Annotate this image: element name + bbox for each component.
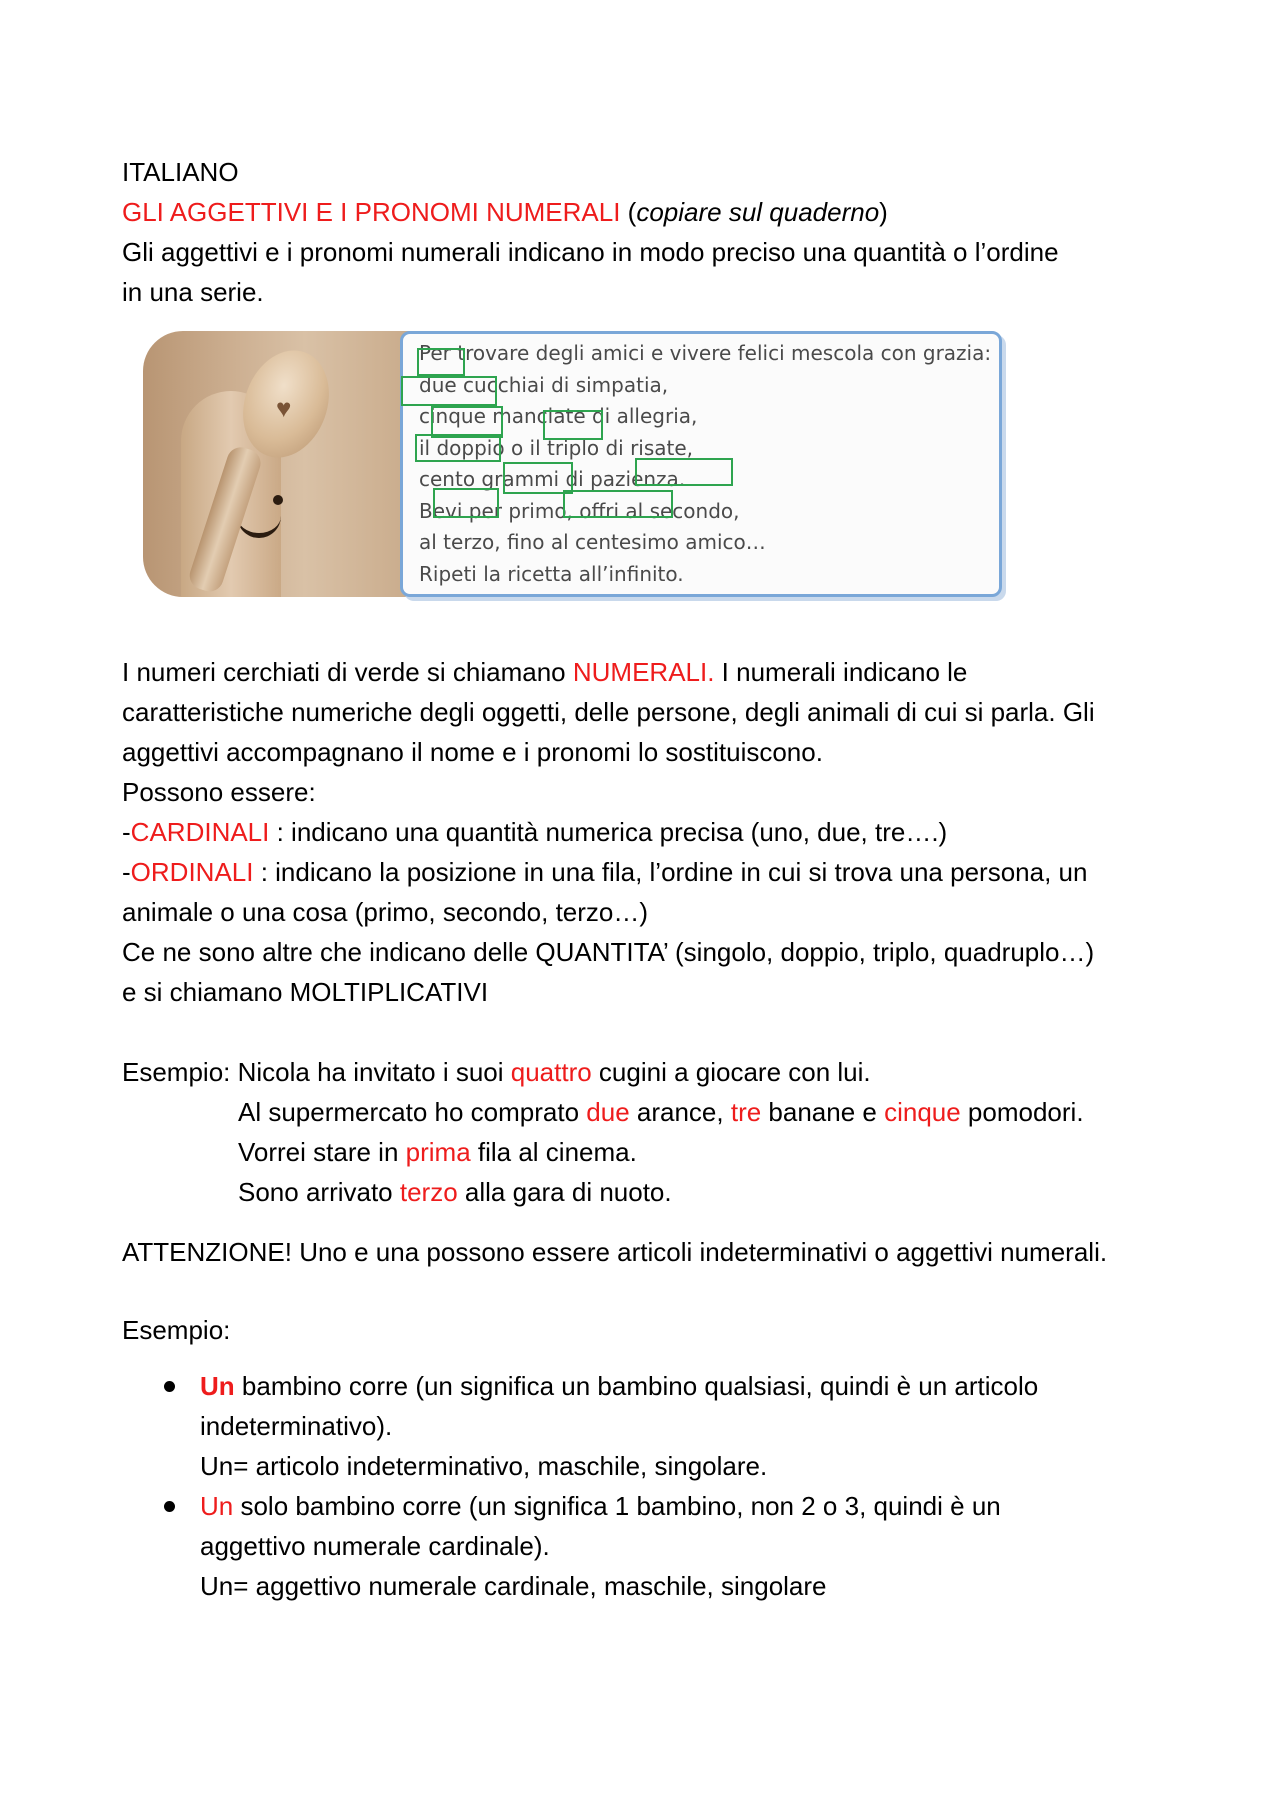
explanation-line: aggettivi accompagnano il nome e i pronomi lo sostituiscono. xyxy=(122,737,823,767)
text-span: Sono arrivato xyxy=(238,1177,400,1207)
example-line xyxy=(122,1132,1182,1172)
keyword-numerali: NUMERALI. xyxy=(572,657,715,687)
examples-section xyxy=(122,1052,1182,1212)
numeral-highlight-box xyxy=(433,488,499,518)
text-span: pomodori. xyxy=(960,1097,1084,1127)
attention-note: ATTENZIONE! Uno e una possono essere articoli indeterminativi o aggettivi numerali. xyxy=(122,1237,1108,1267)
dash: - xyxy=(122,857,131,887)
intro-line-2: in una serie. xyxy=(122,277,264,307)
numeral-highlight-box xyxy=(563,490,673,518)
numeral-word: due xyxy=(586,1097,630,1127)
text-span: : indicano una quantità numerica precisa (uno, due, tre….) xyxy=(269,817,948,847)
bullet-line: aggettivo numerale cardinale). xyxy=(200,1531,550,1561)
numeral-word: quattro xyxy=(510,1057,592,1087)
header xyxy=(122,152,1182,312)
numeral-highlight-box xyxy=(635,458,733,486)
text-span: I numeri cerchiati di verde si chiamano xyxy=(122,657,573,687)
recipe-line: Per trovare degli amici e vivere felici mescola con grazia: xyxy=(419,341,992,365)
recipe-line: Ripeti la ricetta all’infinito. xyxy=(419,561,684,586)
recipe-line: al terzo, fino al centesimo amico… xyxy=(419,530,766,554)
text-span: bambino corre (un significa un bambino qualsiasi, quindi è un articolo xyxy=(234,1371,1039,1401)
example-label: Esempio: xyxy=(122,1315,231,1345)
bullet-line xyxy=(200,1486,1182,1526)
bullet-line: indeterminativo). xyxy=(200,1411,393,1441)
text-span: Al supermercato ho comprato xyxy=(238,1097,587,1127)
title-red: GLI AGGETTIVI E I PRONOMI NUMERALI xyxy=(122,197,621,227)
bullet-line: Un= aggettivo numerale cardinale, maschile, singolare xyxy=(200,1571,827,1601)
title-note-open: ( xyxy=(627,197,637,227)
heart-icon: ♥ xyxy=(276,393,292,423)
intro-line-1: Gli aggettivi e i pronomi numerali indicano in modo preciso una quantità o l’ordine xyxy=(122,237,1059,267)
title-note-close: ) xyxy=(879,197,888,227)
page-title xyxy=(122,192,1182,232)
explanation-line: animale o una cosa (primo, secondo, terzo…) xyxy=(122,897,649,927)
explanation-line xyxy=(122,652,1182,692)
text-span: fila al cinema. xyxy=(470,1137,637,1167)
ordinali-line xyxy=(122,852,1182,892)
keyword-cardinali: CARDINALI xyxy=(130,817,270,847)
bullet-list xyxy=(122,1366,1182,1606)
recipe-line: due cucchiai di simpatia, xyxy=(419,372,669,397)
recipe-illustration xyxy=(143,331,1009,601)
explanation-line: Ce ne sono altre che indicano delle QUANTITA’ (singolo, doppio, triplo, quadruplo…) xyxy=(122,937,1095,967)
title-note: copiare sul quaderno xyxy=(636,197,880,227)
numeral-word: prima xyxy=(405,1137,471,1167)
numeral-word: cinque xyxy=(884,1097,961,1127)
explanation-line: caratteristiche numeriche degli oggetti, delle persone, degli animali di cui si parla. Gli xyxy=(122,697,1095,727)
explanation-line: e si chiamano MOLTIPLICATIVI xyxy=(122,977,489,1007)
text-span: Esempio: Nicola ha invitato i suoi xyxy=(122,1057,511,1087)
bullet-icon xyxy=(164,1381,175,1392)
recipe-line: cento grammi di pazienza. xyxy=(419,467,686,491)
text-span: I numerali indicano le xyxy=(714,657,968,687)
cardinali-line xyxy=(122,812,1182,852)
numeral-highlight-box xyxy=(543,410,603,440)
wooden-spoons-image xyxy=(143,331,413,597)
text-span: cugini a giocare con lui. xyxy=(591,1057,871,1087)
text-span: Vorrei stare in xyxy=(238,1137,406,1167)
text-span: solo bambino corre (un significa 1 bambino, non 2 o 3, quindi è un xyxy=(233,1491,1001,1521)
explanation-section xyxy=(122,652,1182,1012)
recipe-text-panel xyxy=(400,331,1002,597)
text-span: alla gara di nuoto. xyxy=(457,1177,672,1207)
numeral-highlight-box xyxy=(417,348,465,376)
list-item xyxy=(122,1486,1182,1606)
example-line xyxy=(122,1092,1182,1132)
keyword-ordinali: ORDINALI xyxy=(130,857,254,887)
bullet-line xyxy=(200,1366,1182,1406)
numeral-word: terzo xyxy=(399,1177,458,1207)
recipe-line: cinque manciate di allegria, xyxy=(419,404,698,428)
text-span: banane e xyxy=(761,1097,885,1127)
eye-icon xyxy=(273,495,283,505)
numeral-word: tre xyxy=(730,1097,762,1127)
explanation-line: Possono essere: xyxy=(122,777,316,807)
subject-heading: ITALIANO xyxy=(122,157,239,187)
bullet-line: Un= articolo indeterminativo, maschile, singolare. xyxy=(200,1451,768,1481)
keyword-un: Un xyxy=(200,1491,234,1521)
example-line xyxy=(122,1172,1182,1212)
list-item xyxy=(122,1366,1182,1486)
example-line xyxy=(122,1052,1182,1092)
bullet-icon xyxy=(164,1501,175,1512)
keyword-un: Un xyxy=(200,1371,235,1401)
text-span: arance, xyxy=(629,1097,731,1127)
numeral-highlight-box xyxy=(415,434,501,462)
text-span: : indicano la posizione in una fila, l’ordine in cui si trova una persona, un xyxy=(253,857,1088,887)
numeral-highlight-box xyxy=(401,376,497,406)
recipe-line: Bevi per primo, offri al secondo, xyxy=(419,498,740,523)
recipe-line: il doppio o il triplo di risate, xyxy=(419,435,694,460)
dash: - xyxy=(122,817,131,847)
